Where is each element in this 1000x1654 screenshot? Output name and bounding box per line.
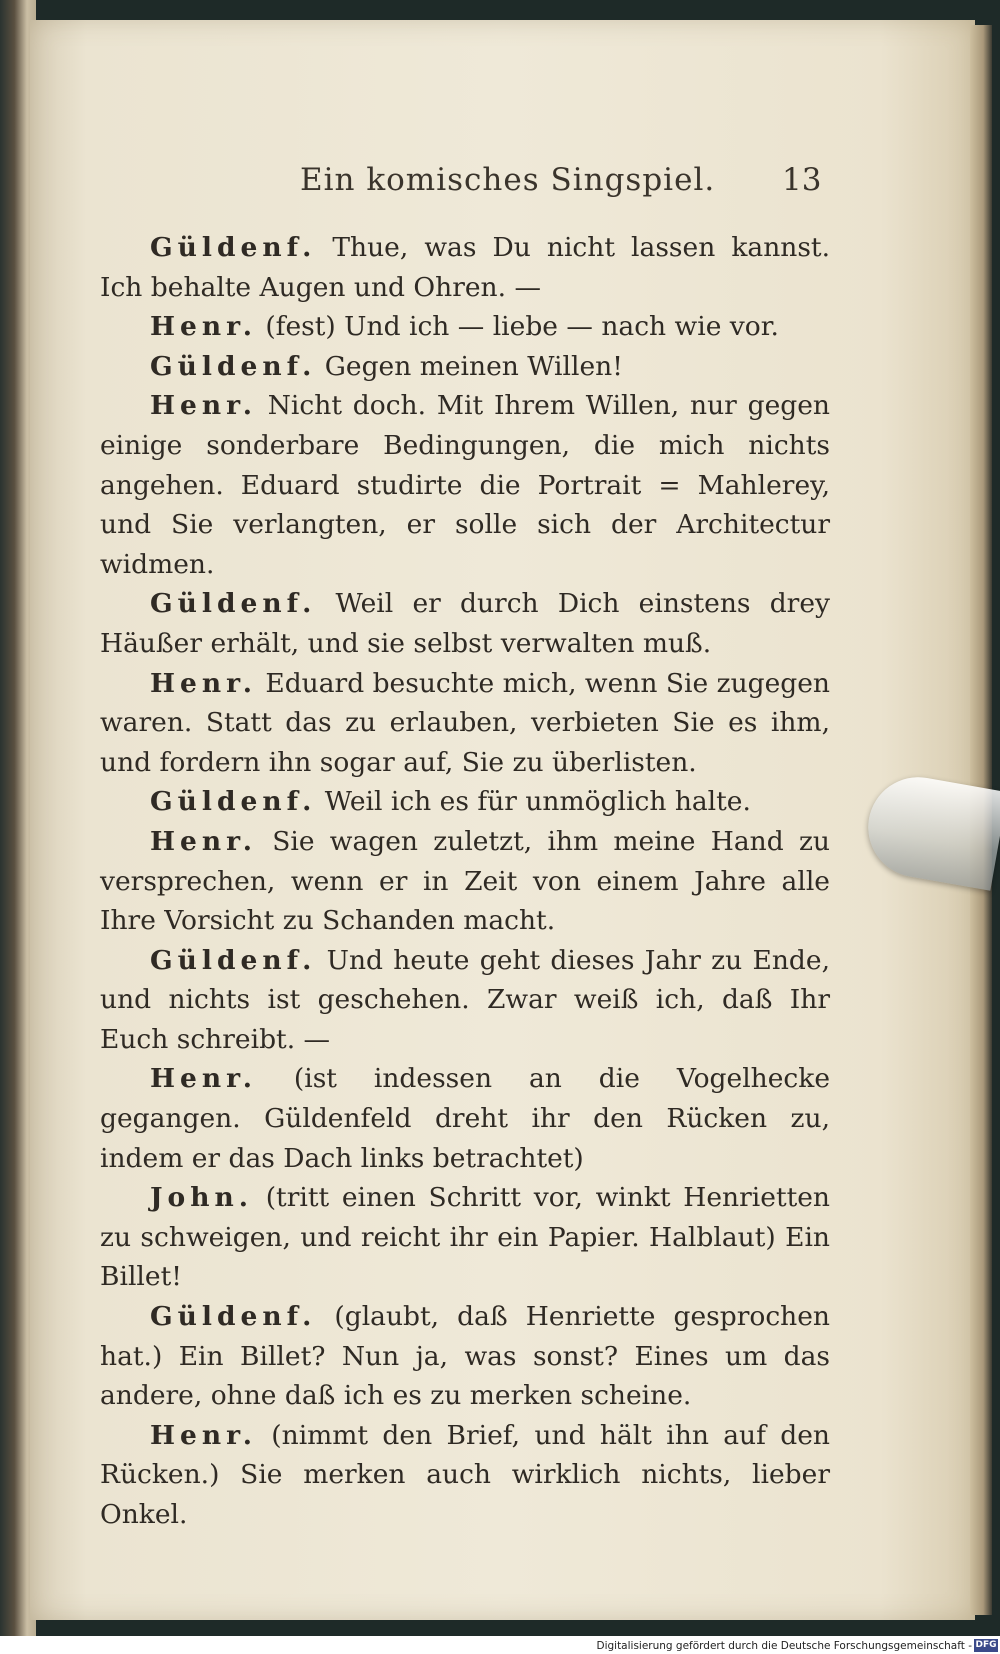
body-text bbox=[100, 228, 830, 1535]
dfg-logo: DFG bbox=[975, 1640, 997, 1650]
speaker-name: Henr. bbox=[150, 667, 257, 699]
paragraph-text: Sie wagen zuletzt, ihm meine Hand zu versprechen, wenn er in Zeit von einem Jahre alle Ihre Vorsicht zu Schanden macht. bbox=[100, 825, 830, 937]
paragraph-text: (ist indessen an die Vogelhecke gegangen. Güldenfeld dreht ihr den Rücken zu, indem er das Dach links betrachtet) bbox=[100, 1063, 830, 1174]
funding-note: Digitalisierung gefördert durch die Deutsche Forschungsgemeinschaft - bbox=[596, 1640, 972, 1652]
paragraph bbox=[100, 1297, 830, 1416]
page-header bbox=[0, 162, 1000, 204]
paragraph-text: (tritt einen Schritt vor, winkt Henrietten zu schweigen, und reicht ihr ein Papier. Halblaut) Ein Billet! bbox=[100, 1182, 830, 1293]
speaker-name: Henr. bbox=[150, 390, 257, 422]
speaker-name: Henr. bbox=[150, 1419, 257, 1451]
paragraph bbox=[100, 822, 830, 941]
page-number: 13 bbox=[782, 162, 822, 198]
paragraph bbox=[100, 228, 830, 307]
paragraph bbox=[100, 664, 830, 783]
paragraph-text: (glaubt, daß Henriette gesprochen hat.) Ein Billet? Nun ja, was sonst? Eines um das andere, ohne daß ich es zu merken scheine. bbox=[100, 1301, 830, 1412]
speaker-name: Güldenf. bbox=[150, 1301, 317, 1333]
paragraph bbox=[100, 347, 830, 387]
speaker-name: Güldenf. bbox=[150, 944, 317, 976]
paragraph bbox=[100, 386, 830, 584]
speaker-name: Henr. bbox=[150, 1063, 257, 1095]
paragraph-text: Weil ich es für unmöglich halte. bbox=[316, 786, 751, 818]
footer-bar bbox=[0, 1636, 1000, 1654]
paragraph-text: (fest) Und ich — liebe — nach wie vor. bbox=[256, 311, 779, 343]
paragraph bbox=[100, 307, 830, 347]
paragraph bbox=[100, 782, 830, 822]
paragraph-text: Gegen meinen Willen! bbox=[316, 350, 623, 382]
speaker-name: Henr. bbox=[150, 311, 257, 343]
paragraph bbox=[100, 941, 830, 1060]
paragraph-text: Nicht doch. Mit Ihrem Willen, nur gegen einige sonderbare Bedingungen, die mich nichts angehen. Eduard studirte die Portrait = Mahlerey, und Sie verlangten, er solle sich der Architectur widmen. bbox=[100, 390, 830, 580]
running-title: Ein komisches Singspiel. bbox=[300, 162, 716, 198]
speaker-name: Güldenf. bbox=[150, 232, 317, 263]
paragraph bbox=[100, 584, 830, 663]
paragraph bbox=[100, 1416, 830, 1535]
paragraph-text: Und heute geht dieses Jahr zu Ende, und nichts ist geschehen. Zwar weiß ich, daß Ihr Euch schreibt. — bbox=[100, 944, 830, 1055]
paragraph-text: Eduard besuchte mich, wenn Sie zugegen waren. Statt das zu erlauben, verbieten Sie es ihm, und fordern ihn sogar auf, Sie zu überlisten. bbox=[100, 667, 830, 778]
paragraph-text: Weil er durch Dich einstens drey Häußer erhält, und sie selbst verwalten muß. bbox=[100, 588, 830, 659]
speaker-name: Güldenf. bbox=[150, 588, 317, 620]
speaker-name: Güldenf. bbox=[150, 786, 317, 818]
speaker-name: John. bbox=[150, 1182, 253, 1214]
paragraph bbox=[100, 1178, 830, 1297]
paragraph-text: (nimmt den Brief, und hält ihn auf den Rücken.) Sie merken auch wirklich nichts, lieber Onkel. bbox=[100, 1419, 830, 1530]
paragraph-text: Thue, was Du nicht lassen kannst. Ich behalte Augen und Ohren. — bbox=[100, 232, 830, 303]
paragraph bbox=[100, 1059, 830, 1178]
speaker-name: Henr. bbox=[150, 825, 257, 857]
speaker-name: Güldenf. bbox=[150, 350, 317, 382]
